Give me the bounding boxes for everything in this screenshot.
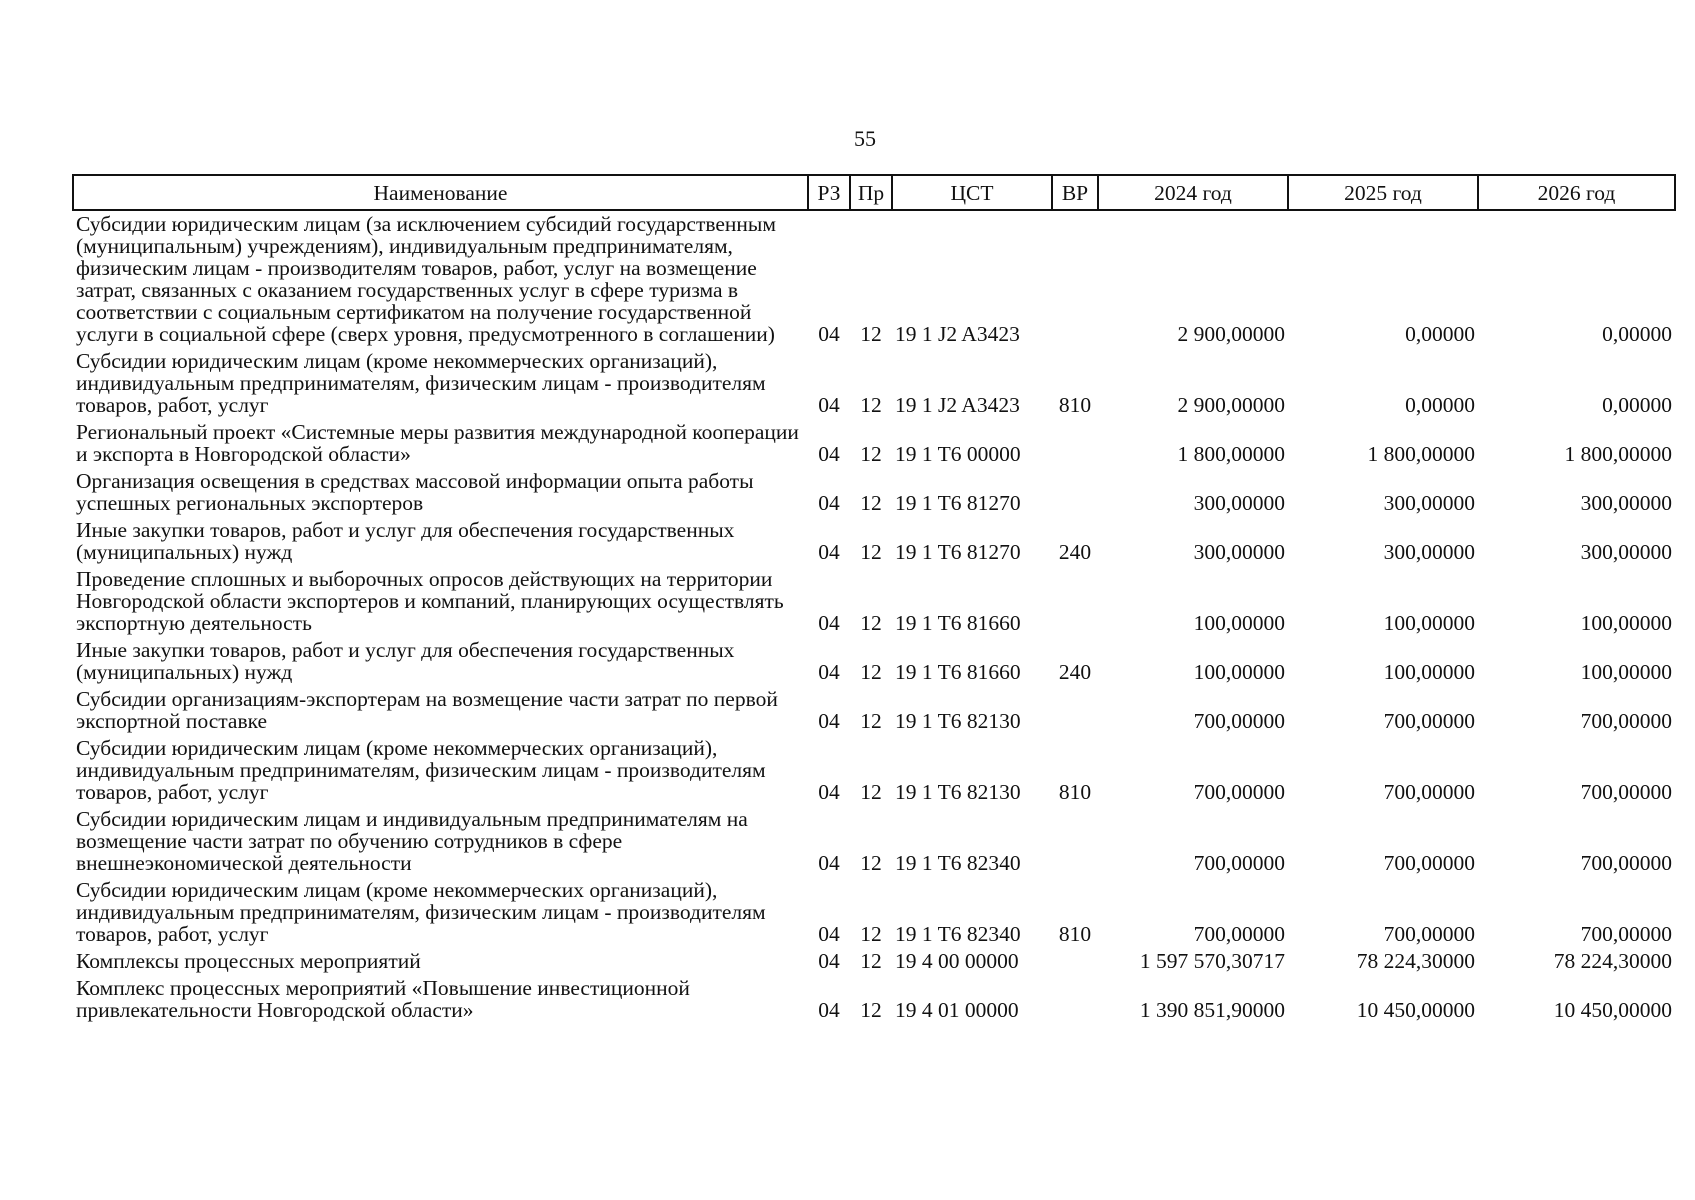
row-pr: 12 bbox=[860, 709, 882, 733]
row-2026: 10 450,00000 bbox=[1553, 998, 1672, 1022]
row-name: Иные закупки товаров, работ и услуг для обеспечения государственных (муниципальных) нужд bbox=[76, 518, 735, 564]
row-2024: 1 390 851,90000 bbox=[1139, 998, 1285, 1022]
row-vr bbox=[1052, 210, 1098, 348]
row-rz: 04 bbox=[818, 949, 840, 973]
row-2026: 300,00000 bbox=[1580, 491, 1672, 515]
table-row bbox=[73, 566, 1675, 637]
row-2024: 100,00000 bbox=[1193, 660, 1285, 684]
table-row bbox=[73, 877, 1675, 948]
row-name: Комплекс процессных мероприятий «Повышение инвестиционной привлекательности Новгородской области» bbox=[76, 976, 690, 1022]
row-rz: 04 bbox=[818, 491, 840, 515]
row-2024: 700,00000 bbox=[1193, 922, 1285, 946]
row-pr: 12 bbox=[860, 540, 882, 564]
row-cst: 19 1 T6 81660 bbox=[895, 611, 1021, 635]
table-row bbox=[73, 948, 1675, 975]
row-rz: 04 bbox=[818, 780, 840, 804]
row-rz: 04 bbox=[818, 322, 840, 346]
header-2026: 2026 год bbox=[1478, 175, 1675, 210]
row-name: Проведение сплошных и выборочных опросов действующих на территории Новгородской области экспортеров и компаний, планирующих осуществлять экспортную деятельность bbox=[76, 567, 784, 635]
row-2025: 300,00000 bbox=[1383, 491, 1475, 515]
row-pr: 12 bbox=[860, 660, 882, 684]
row-name: Региональный проект «Системные меры развития международной кооперации и экспорта в Новгородской области» bbox=[76, 420, 799, 466]
row-cst: 19 1 J2 A3423 bbox=[895, 322, 1020, 346]
row-2025: 10 450,00000 bbox=[1356, 998, 1475, 1022]
row-cst: 19 1 T6 81270 bbox=[895, 491, 1021, 515]
row-pr: 12 bbox=[860, 322, 882, 346]
row-rz: 04 bbox=[818, 660, 840, 684]
row-name: Субсидии юридическим лицам (за исключением субсидий государственным (муниципальным) учреждениям), индивидуальным предпринимателям, физическим лицам - производителям товаров, работ, услуг на возмещение затрат, связанных с оказанием государственных услуг в сфере туризма в соответствии с социальным сертификатом на получение государственной услуги в социальной сфере (сверх уровня, предусмотренного в соглашении) bbox=[76, 212, 776, 346]
row-2024: 100,00000 bbox=[1193, 611, 1285, 635]
row-rz: 04 bbox=[818, 442, 840, 466]
table-row bbox=[73, 210, 1675, 348]
row-cst: 19 1 T6 82340 bbox=[895, 851, 1021, 875]
row-2025: 0,00000 bbox=[1405, 393, 1475, 417]
row-name: Иные закупки товаров, работ и услуг для обеспечения государственных (муниципальных) нужд bbox=[76, 638, 735, 684]
row-rz: 04 bbox=[818, 540, 840, 564]
row-2025: 700,00000 bbox=[1383, 851, 1475, 875]
row-2025: 0,00000 bbox=[1405, 322, 1475, 346]
row-vr bbox=[1052, 686, 1098, 735]
table-body bbox=[73, 210, 1675, 1024]
budget-table bbox=[72, 174, 1676, 1024]
row-cst: 19 1 T6 82130 bbox=[895, 780, 1021, 804]
row-name: Комплексы процессных мероприятий bbox=[76, 949, 421, 973]
row-2025: 78 224,30000 bbox=[1356, 949, 1475, 973]
row-2026: 700,00000 bbox=[1580, 851, 1672, 875]
row-cst: 19 1 T6 82340 bbox=[895, 922, 1021, 946]
row-pr: 12 bbox=[860, 998, 882, 1022]
row-rz: 04 bbox=[818, 851, 840, 875]
row-vr: 810 bbox=[1058, 922, 1092, 946]
row-vr bbox=[1052, 468, 1098, 517]
row-2025: 1 800,00000 bbox=[1367, 442, 1475, 466]
table-row bbox=[73, 419, 1675, 468]
row-vr: 810 bbox=[1058, 780, 1092, 804]
row-2025: 700,00000 bbox=[1383, 922, 1475, 946]
row-2024: 700,00000 bbox=[1193, 851, 1285, 875]
row-pr: 12 bbox=[860, 922, 882, 946]
row-rz: 04 bbox=[818, 709, 840, 733]
row-2024: 2 900,00000 bbox=[1177, 322, 1285, 346]
row-2026: 300,00000 bbox=[1580, 540, 1672, 564]
row-vr bbox=[1052, 566, 1098, 637]
row-2026: 78 224,30000 bbox=[1553, 949, 1672, 973]
row-pr: 12 bbox=[860, 851, 882, 875]
table-header bbox=[73, 175, 1675, 210]
row-name: Субсидии организациям-экспортерам на возмещение части затрат по первой экспортной поставке bbox=[76, 687, 778, 733]
row-name: Субсидии юридическим лицам (кроме некоммерческих организаций), индивидуальным предпринимателям, физическим лицам - производителям товаров, работ, услуг bbox=[76, 349, 766, 417]
row-cst: 19 1 T6 82130 bbox=[895, 709, 1021, 733]
row-2024: 1 597 570,30717 bbox=[1139, 949, 1285, 973]
row-2025: 700,00000 bbox=[1383, 780, 1475, 804]
row-vr: 240 bbox=[1058, 540, 1092, 564]
table-row bbox=[73, 637, 1675, 686]
row-2024: 2 900,00000 bbox=[1177, 393, 1285, 417]
row-2024: 1 800,00000 bbox=[1177, 442, 1285, 466]
row-2026: 100,00000 bbox=[1580, 660, 1672, 684]
table-row bbox=[73, 348, 1675, 419]
header-2025: 2025 год bbox=[1288, 175, 1478, 210]
row-rz: 04 bbox=[818, 922, 840, 946]
row-2026: 700,00000 bbox=[1580, 922, 1672, 946]
header-rz: РЗ bbox=[808, 175, 850, 210]
row-2026: 1 800,00000 bbox=[1564, 442, 1672, 466]
row-pr: 12 bbox=[860, 393, 882, 417]
row-cst: 19 1 T6 00000 bbox=[895, 442, 1021, 466]
table-row bbox=[73, 686, 1675, 735]
row-rz: 04 bbox=[818, 393, 840, 417]
row-name: Организация освещения в средствах массовой информации опыта работы успешных региональных экспортеров bbox=[76, 469, 754, 515]
row-cst: 19 1 T6 81660 bbox=[895, 660, 1021, 684]
table-row bbox=[73, 468, 1675, 517]
row-pr: 12 bbox=[860, 491, 882, 515]
row-2024: 700,00000 bbox=[1193, 709, 1285, 733]
table-row bbox=[73, 975, 1675, 1024]
row-vr: 240 bbox=[1058, 660, 1092, 684]
row-vr bbox=[1052, 806, 1098, 877]
row-2025: 700,00000 bbox=[1383, 709, 1475, 733]
row-2026: 0,00000 bbox=[1602, 322, 1672, 346]
row-vr bbox=[1052, 948, 1098, 975]
table-row bbox=[73, 735, 1675, 806]
row-2025: 100,00000 bbox=[1383, 611, 1475, 635]
table-row bbox=[73, 517, 1675, 566]
table-row bbox=[73, 806, 1675, 877]
row-pr: 12 bbox=[860, 442, 882, 466]
row-cst: 19 4 00 00000 bbox=[895, 949, 1019, 973]
row-name: Субсидии юридическим лицам и индивидуальным предпринимателям на возмещение части затрат по обучению сотрудников в сфере внешнеэкономической деятельности bbox=[76, 807, 748, 875]
row-2025: 300,00000 bbox=[1383, 540, 1475, 564]
header-vr: ВР bbox=[1052, 175, 1098, 210]
row-2024: 300,00000 bbox=[1193, 540, 1285, 564]
row-2024: 700,00000 bbox=[1193, 780, 1285, 804]
row-name: Субсидии юридическим лицам (кроме некоммерческих организаций), индивидуальным предпринимателям, физическим лицам - производителям товаров, работ, услуг bbox=[76, 878, 766, 946]
row-name: Субсидии юридическим лицам (кроме некоммерческих организаций), индивидуальным предпринимателям, физическим лицам - производителям товаров, работ, услуг bbox=[76, 736, 766, 804]
row-cst: 19 1 J2 A3423 bbox=[895, 393, 1020, 417]
row-vr bbox=[1052, 975, 1098, 1024]
row-rz: 04 bbox=[818, 998, 840, 1022]
header-pr: Пр bbox=[850, 175, 892, 210]
page-number: 55 bbox=[854, 126, 876, 151]
row-cst: 19 4 01 00000 bbox=[895, 998, 1019, 1022]
row-2026: 0,00000 bbox=[1602, 393, 1672, 417]
row-2024: 300,00000 bbox=[1193, 491, 1285, 515]
row-pr: 12 bbox=[860, 611, 882, 635]
row-2025: 100,00000 bbox=[1383, 660, 1475, 684]
row-vr bbox=[1052, 419, 1098, 468]
row-2026: 100,00000 bbox=[1580, 611, 1672, 635]
header-name: Наименование bbox=[73, 175, 808, 210]
row-pr: 12 bbox=[860, 780, 882, 804]
header-2024: 2024 год bbox=[1098, 175, 1288, 210]
row-pr: 12 bbox=[860, 949, 882, 973]
row-cst: 19 1 T6 81270 bbox=[895, 540, 1021, 564]
row-2026: 700,00000 bbox=[1580, 709, 1672, 733]
row-2026: 700,00000 bbox=[1580, 780, 1672, 804]
row-vr: 810 bbox=[1058, 393, 1092, 417]
header-cst: ЦСТ bbox=[892, 175, 1052, 210]
row-rz: 04 bbox=[818, 611, 840, 635]
